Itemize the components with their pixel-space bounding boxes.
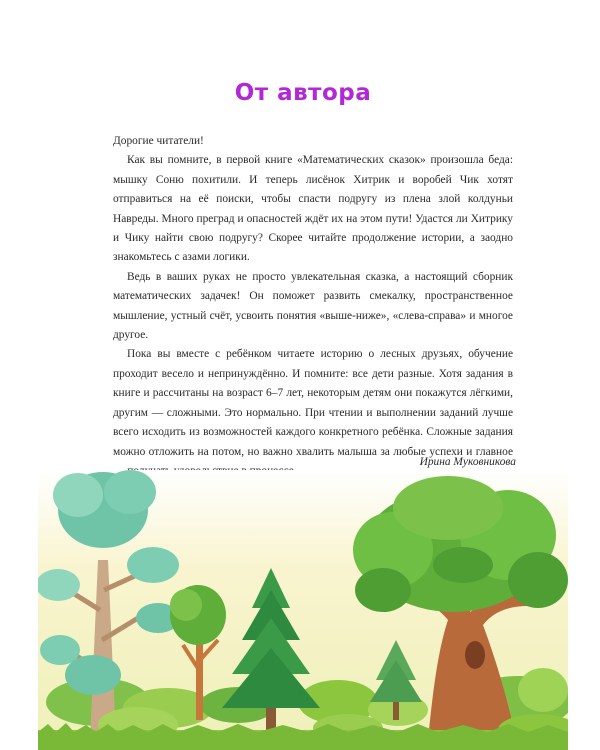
forest-illustration <box>38 440 568 750</box>
paragraph: Как вы помните, в первой книге «Математических сказок» произошла беда: мышку Соню похитили. И теперь лисёнок Хитрик и воробей Чик хотят отправиться на её поиски, чтобы спасти подругу из плена злой колдуньи Навреды. Много преград и опасностей ждёт их на этом пути! Удастся ли Хитрику и Чику найти свою подругу? Скорее читайте продолжение истории, а заодно знакомьтесь с азами логики. <box>113 154 513 264</box>
author-signature: Ирина Муковникова <box>419 456 516 468</box>
greeting: Дорогие читатели! <box>113 135 204 147</box>
author-foreword <box>113 132 513 481</box>
book-page <box>38 0 568 750</box>
page-title: От автора <box>234 80 372 106</box>
paragraph: Пока вы вместе с ребёнком читаете историю о лесных друзьях, обучение проходит весело и непринуждённо. И помните: все дети разные. Хотя задания в книге и рассчитаны на возраст 6–7 лет, некоторым детям они покажутся лёгкими, другим — сложными. Это нормально. При чтении и выполнении заданий лучше всего исходить из возможностей каждого конкретного ребёнка. Сложные задания можно отложить на потом, но важно хвалить малыша за любые успехи и главное <box>113 348 513 458</box>
paragraph: Ведь в ваших руках не просто увлекательная сказка, а настоящий сборник математических задачек! Он поможет развить смекалку, пространственное мышление, устный счёт, усвоить понятия «выше-ниже», «слева-справа» и многое другое. <box>113 270 513 342</box>
